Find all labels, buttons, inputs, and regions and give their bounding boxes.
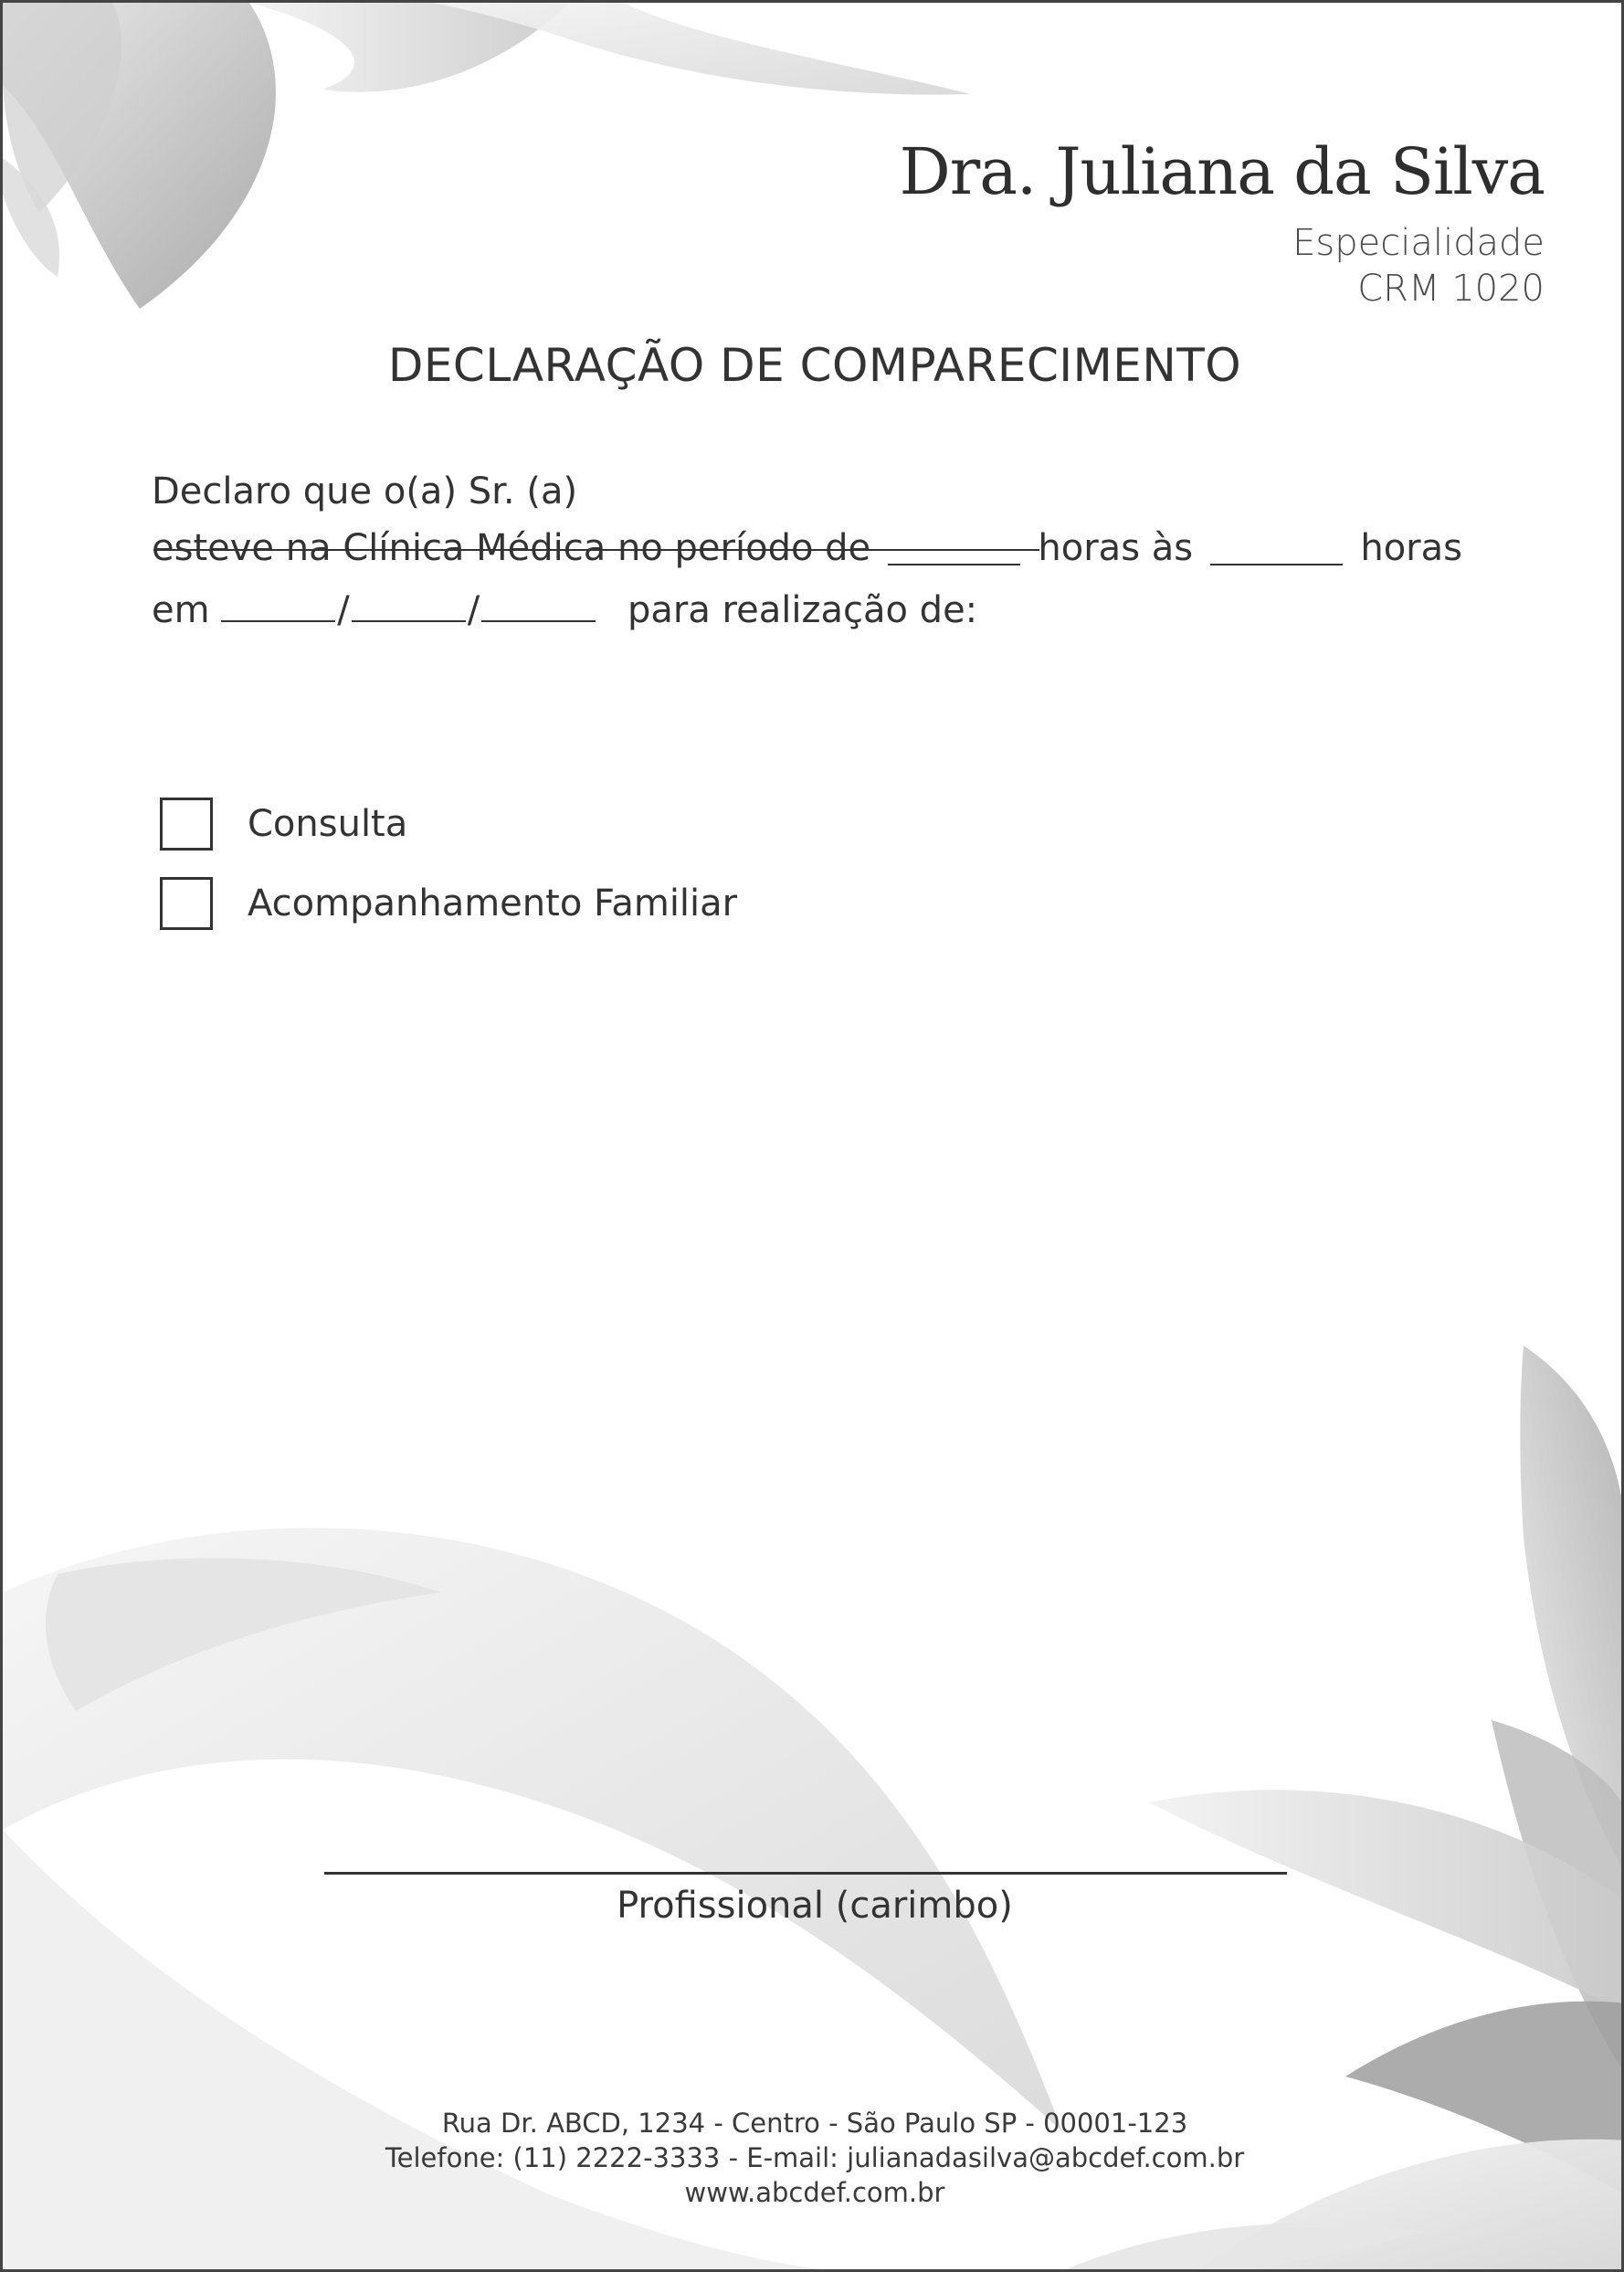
leaf-shape [432,3,971,95]
date-year-field[interactable] [481,584,596,622]
statement-text: Declaro que o(a) Sr. (a) [152,470,578,513]
doctor-name: Dra. Juliana da Silva [899,134,1545,209]
statement-text: para realização de: [627,589,978,631]
footer-contact: Telefone: (11) 2222-3333 - E-mail: julianadasilva@abcdef.com.br [385,2142,1245,2173]
footer [3,2106,1624,2210]
doctor-crm: CRM 1020 [1357,268,1545,310]
option-consulta [160,796,407,852]
document-title: DECLARAÇÃO DE COMPARECIMENTO [387,339,1242,392]
option-label: Acompanhamento Familiar [248,882,738,925]
doctor-header [899,134,1545,312]
statement-text: esteve na Clínica Médica no período de [152,527,871,569]
end-time-field[interactable] [1210,527,1343,565]
footer-address: Rua Dr. ABCD, 1234 - Centro - São Paulo SP - 00001-123 [441,2108,1188,2139]
doctor-specialty: Especialidade [1292,222,1545,264]
date-separator: / [467,589,480,631]
signature-label: Profissional (carimbo) [617,1885,1013,1927]
signature-line[interactable] [324,1872,1287,1875]
acompanhamento-checkbox[interactable] [160,877,213,930]
statement-text: horas às [1038,527,1194,569]
date-day-field[interactable] [221,584,335,622]
date-month-field[interactable] [352,584,466,622]
footer-website: www.abcdef.com.br [684,2177,945,2208]
consulta-checkbox[interactable] [160,798,213,851]
option-acompanhamento [160,875,737,932]
start-time-field[interactable] [888,527,1020,565]
statement-line-3 [152,584,1462,631]
statement-text: horas [1360,527,1462,569]
statement-line-2 [152,527,1462,569]
date-separator: / [337,589,350,631]
option-label: Consulta [248,803,408,845]
statement-text: em [152,589,210,631]
